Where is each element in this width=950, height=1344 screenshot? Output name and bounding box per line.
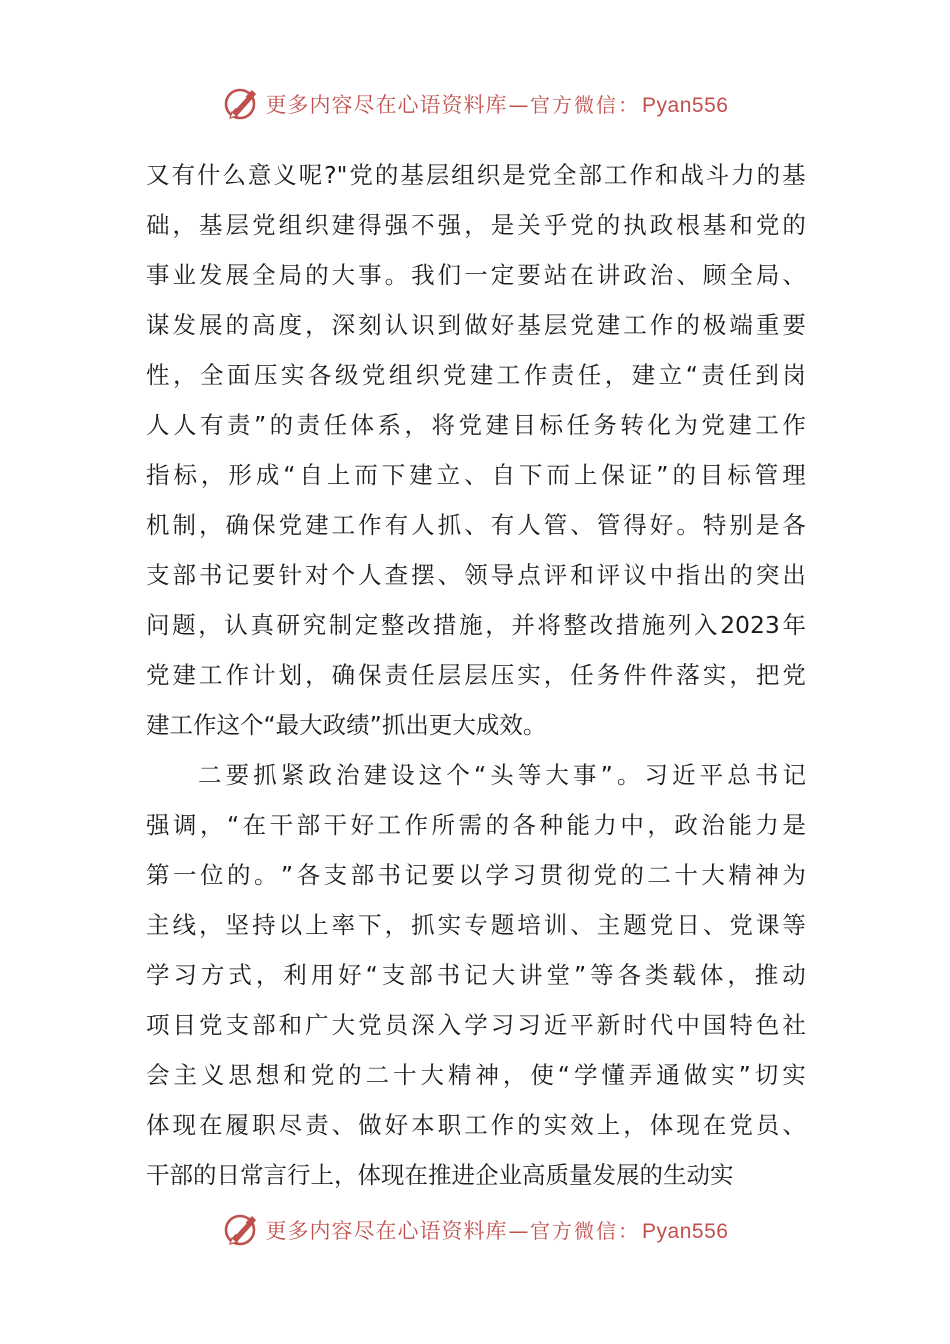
text-line: 性 ， 全 面 压 实 各 级 党 组 织 党 建 工 作 责 任 ， 建 立 “ 责 任 到 岗 <box>146 361 806 389</box>
header-watermark-banner <box>0 82 950 126</box>
text-line: 强 调 ， “ 在 干 部 干 好 工 作 所 需 的 各 种 能 力 中 ， 政 治 能 力 是 <box>146 811 806 839</box>
text-line: 会 主 义 思 想 和 党 的 二 十 大 精 神 ， 使 “ 学 懂 弄 通 做 实 ” 切 实 <box>146 1061 806 1089</box>
text-line: 第 一 位 的 。 ” 各 支 部 书 记 要 以 学 习 贯 彻 党 的 二 十 大 精 神 为 <box>146 861 806 889</box>
text-line: 学 习 方 式 ， 利 用 好 “ 支 部 书 记 大 讲 堂 ” 等 各 类 载 体 ， 推 动 <box>146 961 806 989</box>
banner-wechat-id: Pyan556 <box>642 94 729 117</box>
paragraph <box>146 150 806 750</box>
banner-dash: — <box>508 1219 530 1243</box>
text-line: 事 业 发 展 全 局 的 大 事 。 我 们 一 定 要 站 在 讲 政 治 、 顾 全 局 、 <box>146 261 806 289</box>
text-line: 谋 发 展 的 高 度 ， 深 刻 认 识 到 做 好 基 层 党 建 工 作 的 极 端 重 要 <box>146 311 806 339</box>
text-line: 建工作这个“最大政绩”抓出更大成效。 <box>146 711 547 739</box>
banner-dash: — <box>508 93 530 117</box>
text-line: 支 部 书 记 要 针 对 个 人 查 摆 、 领 导 点 评 和 评 议 中 指 出 的 突 出 <box>146 561 806 589</box>
footer-watermark-banner <box>0 1208 950 1252</box>
text-line: 党 建 工 作 计 划 ， 确 保 责 任 层 层 压 实 ， 任 务 件 件 落 实 ， 把 党 <box>146 661 806 689</box>
text-line: 干部的日常言行上，体现在推进企业高质量发展的生动实 <box>146 1161 734 1189</box>
document-body <box>146 150 806 1200</box>
banner-wechat-label: 官方微信： <box>530 93 641 117</box>
text-line: 础 ， 基 层 党 组 织 建 得 强 不 强 ， 是 关 乎 党 的 执 政 根 基 和 党 的 <box>146 211 806 239</box>
text-line: 指 标 ， 形 成 “ 自 上 而 下 建 立 、 自 下 而 上 保 证 ” 的 目 标 管 理 <box>146 461 806 489</box>
text-line: 项 目 党 支 部 和 广 大 党 员 深 入 学 习 习 近 平 新 时 代 中 国 特 色 社 <box>146 1011 806 1039</box>
paragraph <box>146 750 806 1200</box>
text-line: 人 人 有 责 ” 的 责 任 体 系 ， 将 党 建 目 标 任 务 转 化 为 党 建 工 作 <box>146 411 806 439</box>
banner-brand-text: 更多内容尽在心语资料库 <box>265 93 508 117</box>
banner-wechat-id: Pyan556 <box>642 1220 729 1243</box>
pen-logo-icon <box>222 84 262 124</box>
text-line: 主 线 ， 坚 持 以 上 率 下 ， 抓 实 专 题 培 训 、 主 题 党 日 、 党 课 等 <box>146 911 806 939</box>
text-line: 二 要 抓 紧 政 治 建 设 这 个 “ 头 等 大 事 ” 。 习 近 平 总 书 记 <box>198 761 806 789</box>
text-line: 体 现 在 履 职 尽 责 、 做 好 本 职 工 作 的 实 效 上 ， 体 现 在 党 员 、 <box>146 1111 806 1139</box>
text-line: 问 题 ， 认 真 研 究 制 定 整 改 措 施 ， 并 将 整 改 措 施 列 入 2023 年 <box>146 611 806 639</box>
banner-wechat-label: 官方微信： <box>530 1219 641 1243</box>
text-line: 又 有 什 么 意 义 呢 ?" 党 的 基 层 组 织 是 党 全 部 工 作 和 战 斗 力 的 基 <box>146 161 806 189</box>
text-line: 机 制 ， 确 保 党 建 工 作 有 人 抓 、 有 人 管 、 管 得 好 。 特 别 是 各 <box>146 511 806 539</box>
banner-brand-text: 更多内容尽在心语资料库 <box>265 1219 508 1243</box>
pen-logo-icon <box>222 1210 262 1250</box>
